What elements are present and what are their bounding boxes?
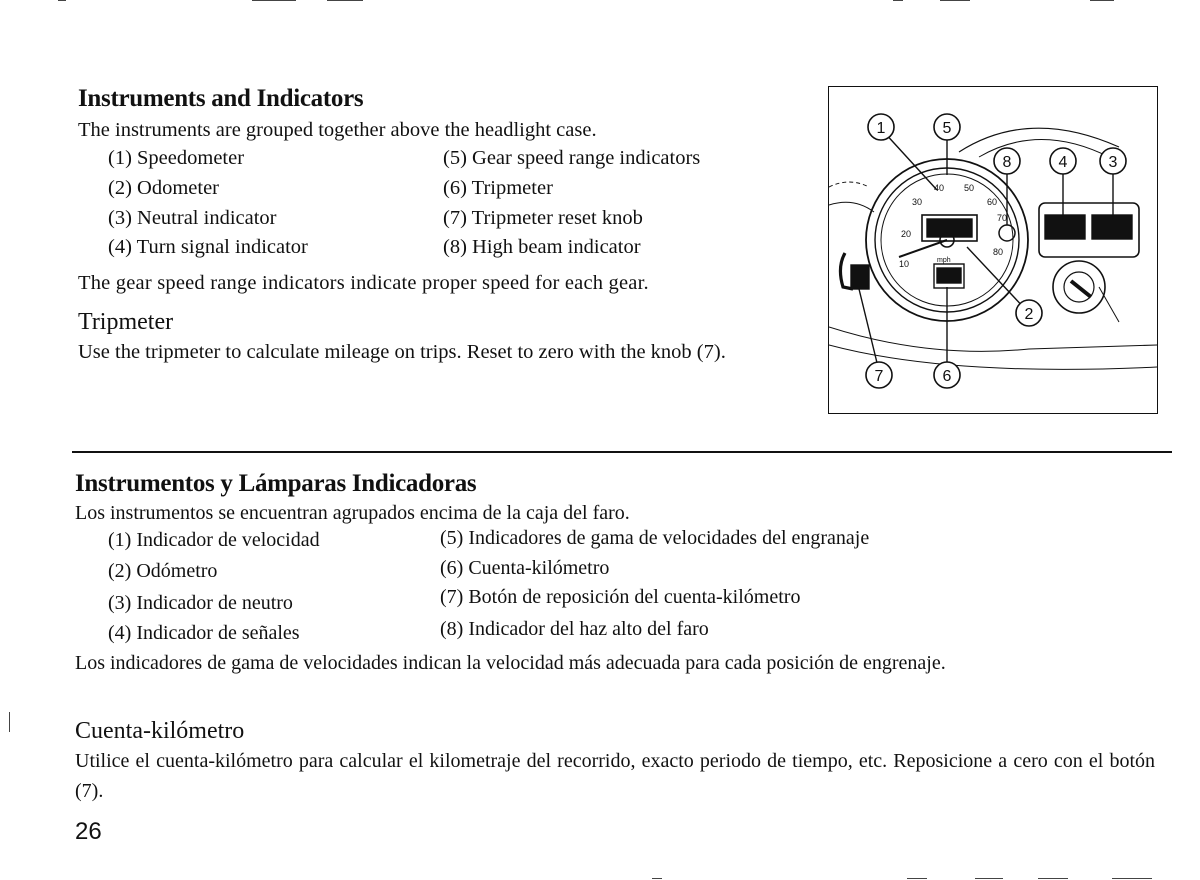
english-item-reset-knob: (7) Tripmeter reset knob (443, 207, 643, 229)
english-heading: Instruments and Indicators (78, 85, 364, 112)
spanish-item-cuenta-kilometro: (6) Cuenta-kilómetro (440, 557, 610, 579)
english-item-odometer: (2) Odometer (108, 177, 219, 199)
scan-artifact-line (1112, 878, 1152, 879)
callout-label: 3 (1108, 154, 1118, 171)
scan-artifact-line (975, 878, 1003, 879)
scale-label: 80 (993, 247, 1004, 257)
english-note: The gear speed range indicators indicate proper speed for each gear. (78, 272, 649, 294)
callout-label: 8 (1002, 154, 1012, 171)
spanish-note: Los indicadores de gama de velocidades indican la velocidad más adecuada para cada posición de engrenaje. (75, 652, 946, 674)
scale-label: 10 (899, 259, 910, 269)
spanish-heading: Instrumentos y Lámparas Indicadoras (75, 470, 477, 497)
english-item-high-beam: (8) High beam indicator (443, 236, 641, 258)
scale-label: 50 (964, 183, 975, 193)
spanish-item-boton: (7) Botón de reposición del cuenta-kilómetro (440, 586, 801, 608)
spanish-tripmeter-heading: Cuenta-kilómetro (75, 718, 245, 744)
scan-artifact-line (652, 878, 662, 879)
scale-label: 30 (912, 197, 923, 207)
english-item-speedometer: (1) Speedometer (108, 147, 245, 169)
scan-artifact-line (907, 878, 927, 879)
spanish-item-haz-alto: (8) Indicador del haz alto del faro (440, 618, 709, 640)
english-item-gear-speed-range: (5) Gear speed range indicators (443, 147, 701, 169)
scale-label: 20 (901, 229, 912, 239)
scan-artifact-line (58, 0, 66, 1)
spanish-tripmeter-text: Utilice el cuenta-kilómetro para calcular el kilometraje del recorrido, exacto periodo de tiempo, etc. Reposicione a cero con el botón (7). (75, 750, 1155, 802)
scan-artifact-line (1090, 0, 1114, 1)
section-divider (72, 451, 1172, 453)
scale-label: 40 (934, 183, 945, 193)
callout-label: 5 (942, 120, 952, 137)
instrument-figure (828, 86, 1158, 414)
scan-artifact-line (893, 0, 903, 1)
scale-label: 70 (997, 213, 1008, 223)
english-item-neutral-indicator: (3) Neutral indicator (108, 207, 277, 229)
english-tripmeter-text: Use the tripmeter to calculate mileage on trips. Reset to zero with the knob (7). (78, 341, 726, 363)
scale-label: 60 (987, 197, 998, 207)
callout-label: 4 (1058, 154, 1068, 171)
english-item-turn-signal: (4) Turn signal indicator (108, 236, 308, 258)
spanish-item-neutro: (3) Indicador de neutro (108, 592, 293, 614)
spanish-item-velocidad: (1) Indicador de velocidad (108, 529, 320, 551)
english-intro: The instruments are grouped together above the headlight case. (78, 119, 597, 141)
scan-artifact-line (1038, 878, 1068, 879)
english-item-tripmeter: (6) Tripmeter (443, 177, 553, 199)
scan-artifact-line (252, 0, 296, 1)
english-tripmeter-heading: Tripmeter (78, 309, 174, 335)
spanish-item-odometro: (2) Odómetro (108, 560, 218, 582)
instrument-illustration (829, 87, 1157, 413)
speed-unit-label: mph (937, 257, 951, 264)
callout-label: 7 (874, 368, 884, 385)
callout-label: 2 (1024, 306, 1034, 323)
page-number: 26 (75, 818, 102, 845)
scan-artifact-line (940, 0, 970, 1)
spanish-item-gama: (5) Indicadores de gama de velocidades del engranaje (440, 527, 870, 549)
callout-label: 1 (876, 120, 886, 137)
spanish-intro: Los instrumentos se encuentran agrupados encima de la caja del faro. (75, 502, 630, 524)
scan-artifact-mark (9, 712, 10, 732)
callout-label: 6 (942, 368, 952, 385)
scan-artifact-line (327, 0, 363, 1)
spanish-item-senales: (4) Indicador de señales (108, 622, 300, 644)
